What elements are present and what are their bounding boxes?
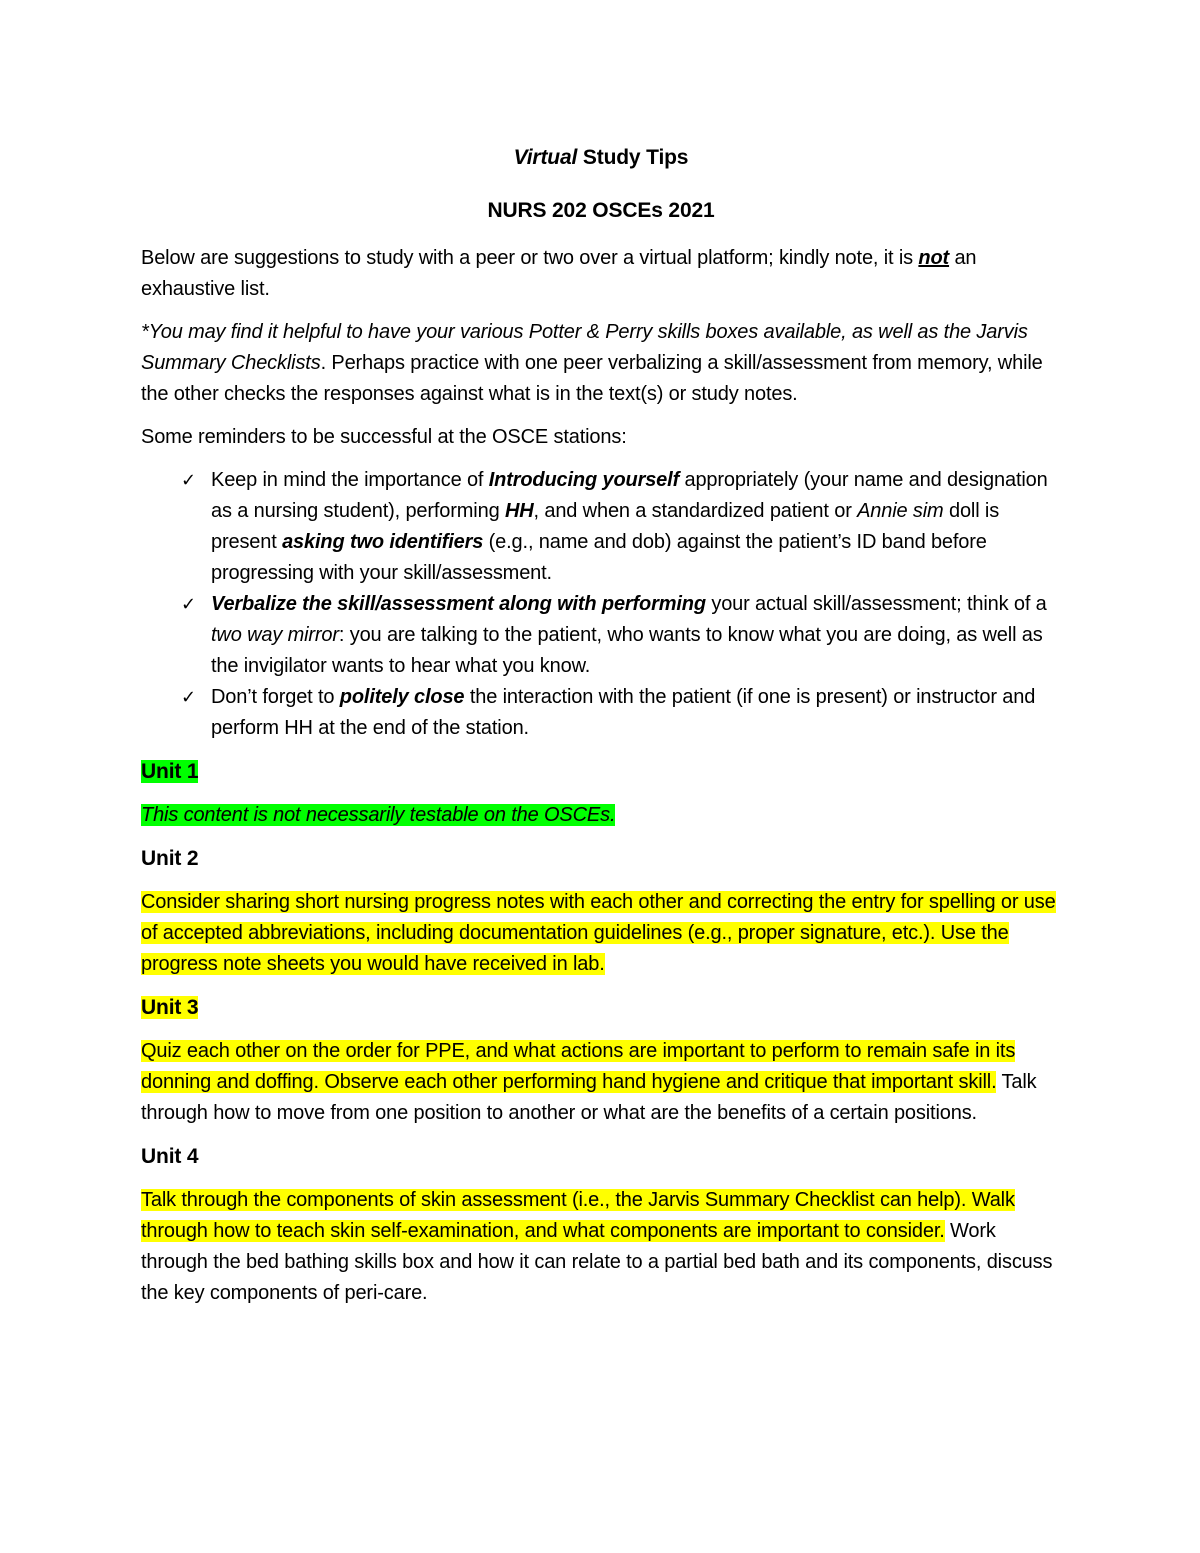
title-rest: Study Tips [577, 146, 689, 169]
reminder-text: Keep in mind the importance of [211, 469, 489, 491]
reminder-emphasis: Introducing yourself [488, 469, 680, 491]
unit-2-heading [141, 843, 1061, 875]
document-title [141, 140, 1061, 176]
reminder-text: (e.g., name and dob) against the patient’s ID band before progressing with your skill/assessment. [211, 531, 987, 584]
unit-3-heading-text: Unit 3 [141, 996, 199, 1019]
title-italic-word: Virtual [513, 146, 578, 169]
unit-4-heading [141, 1141, 1061, 1173]
reminders-intro: Some reminders to be successful at the OSCE stations: [141, 426, 627, 448]
reminder-text: doll is present [211, 500, 1000, 553]
intro-paragraph [141, 243, 1061, 305]
reminder-text: : you are talking to the patient, who wants to know what you are doing, as well as the invigilator wants to hear what you know. [211, 624, 1043, 677]
unit-4-plain-text: Work through the bed bathing skills box and how it can relate to a partial bed bath and its components, discuss the key components of peri-care. [141, 1220, 1053, 1304]
unit-1-text: This content is not necessarily testable on the OSCEs. [141, 804, 616, 826]
reminder-emphasis: politely close [339, 686, 465, 708]
list-item [141, 589, 1061, 682]
unit-3-paragraph [141, 1036, 1061, 1129]
reminder-text: , and when a standardized patient or [533, 500, 858, 522]
unit-4-heading-text: Unit 4 [141, 1145, 199, 1168]
check-icon: ✓ [181, 687, 196, 708]
intro-text-end: an exhaustive list. [141, 247, 977, 300]
list-item [141, 682, 1061, 744]
list-item [141, 465, 1061, 589]
intro-emphasis: not [918, 247, 950, 269]
check-icon: ✓ [181, 594, 196, 615]
reminder-text: Don’t forget to [211, 686, 340, 708]
reminder-italic: two way mirror [211, 624, 339, 646]
unit-2-text: Consider sharing short nursing progress notes with each other and correcting the entry for spelling or use of accepted abbreviations, including documentation guidelines (e.g., proper signature, etc.). Use the progress note sheets you would have received in lab. [141, 891, 1056, 975]
unit-2-heading-text: Unit 2 [141, 847, 199, 870]
reminder-text: your actual skill/assessment; think of a [705, 593, 1047, 615]
unit-4-paragraph [141, 1185, 1061, 1309]
reminder-emphasis: asking two identifiers [282, 531, 484, 553]
course-title: NURS 202 OSCEs 2021 [487, 199, 715, 222]
unit-2-paragraph [141, 887, 1061, 980]
unit-1-heading [141, 756, 1061, 788]
reminder-italic: Annie sim [857, 500, 944, 522]
unit-3-highlighted-text: Quiz each other on the order for PPE, and what actions are important to perform to remain safe in its donning and doffing. Observe each other performing hand hygiene and critique that important skill. [141, 1040, 1016, 1093]
reminder-emphasis: Verbalize the skill/assessment along with performing [211, 593, 706, 615]
document-body [141, 140, 1061, 1321]
intro-text: Below are suggestions to study with a peer or two over a virtual platform; kindly note, it is [141, 247, 919, 269]
unit-3-heading [141, 992, 1061, 1024]
reminder-text: the interaction with the patient (if one is present) or instructor and perform HH at the end of the station. [211, 686, 1036, 739]
tip-rest: . Perhaps practice with one peer verbalizing a skill/assessment from memory, while the other checks the responses against what is in the text(s) or study notes. [141, 352, 1043, 405]
tip-italic: *You may find it helpful to have your various Potter & Perry skills boxes available, as well as the Jarvis Summary Checklists [141, 321, 1028, 374]
unit-3-plain-text: Talk through how to move from one position to another or what are the benefits of a certain positions. [141, 1071, 1037, 1124]
unit-1-heading-text: Unit 1 [141, 760, 199, 783]
unit-4-highlighted-text: Talk through the components of skin assessment (i.e., the Jarvis Summary Checklist can help). Walk through how to teach skin self-examination, and what components are important to consider. [141, 1189, 1015, 1242]
reminder-text: appropriately (your name and designation as a nursing student), performing [211, 469, 1048, 522]
reminders-list [141, 465, 1061, 744]
check-icon: ✓ [181, 470, 196, 491]
reminder-emphasis: HH [504, 500, 534, 522]
tip-paragraph [141, 317, 1061, 410]
unit-1-paragraph [141, 800, 1061, 831]
